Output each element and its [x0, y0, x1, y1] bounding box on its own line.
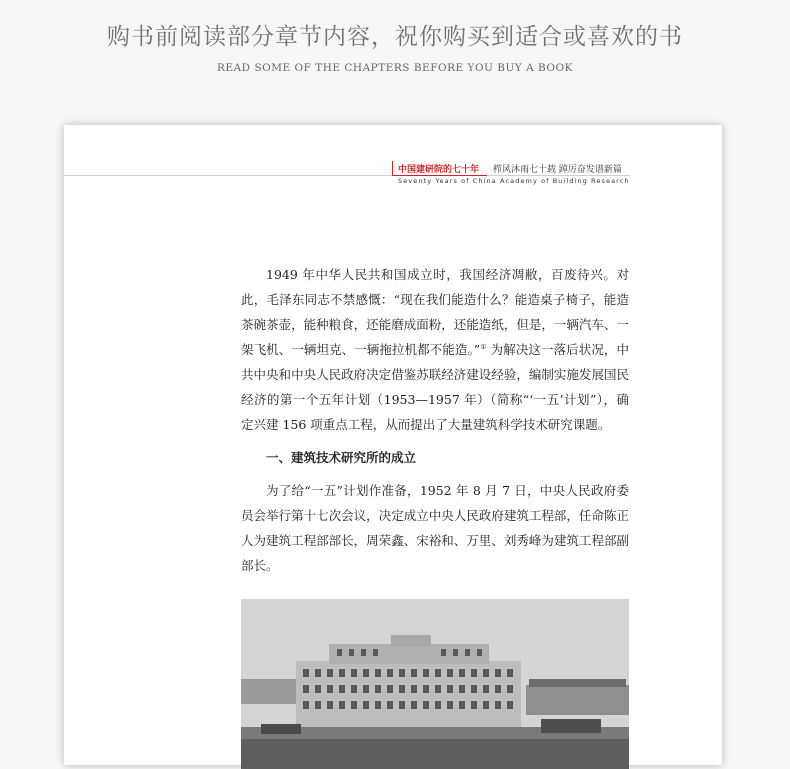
footnote-marker: ①: [480, 342, 487, 351]
paragraph-1: [241, 262, 629, 437]
section-heading: 一、建筑技术研究所的成立: [266, 450, 417, 465]
paragraph-1-continued: 为解决这一落后状况，中共中央和中央人民政府决定借鉴苏联经济建设经验，编制实施发展国民经济的第一个五年计划（1953—1957 年）（简称“‘一五’计划”），确定兴建 156 项重点工程，从而提出了大量建筑科学技术研究课题。: [241, 342, 629, 432]
book-page: [64, 125, 722, 765]
page-body: [241, 262, 629, 578]
running-header-book-title: 中国建研院的七十年: [398, 165, 480, 175]
historical-building-photo: [241, 599, 629, 769]
building-photo-illustration: [241, 599, 629, 769]
paragraph-1-text: 1949 年中华人民共和国成立时，我国经济凋敝，百废待兴。对此，毛泽东同志不禁感慨：“现在我们能造什么？能造桌子椅子，能造茶碗茶壶，能种粮食，还能磨成面粉，还能造纸，但是，一辆汽车、一架飞机、一辆坦克、一辆拖拉机都不能造。”: [241, 267, 629, 357]
paragraph-2: 为了给“一五”计划作准备，1952 年 8 月 7 日，中央人民政府委员会举行第十七次会议，决定成立中央人民政府建筑工程部，任命陈正人为建筑工程部部长，周荣鑫、宋裕和、万里、刘秀峰为建筑工程部副部长。: [241, 483, 629, 573]
header-rule: [64, 175, 630, 176]
banner-subtitle: READ SOME OF THE CHAPTERS BEFORE YOU BUY A BOOK: [217, 62, 573, 74]
running-header-english: Seventy Years of China Academy of Building Research: [398, 177, 630, 185]
banner-title: 购书前阅读部分章节内容，祝你购买到适合或喜欢的书: [107, 24, 683, 50]
running-header-section: 栉风沐雨七十载 踔厉奋发谱新篇: [493, 165, 622, 175]
